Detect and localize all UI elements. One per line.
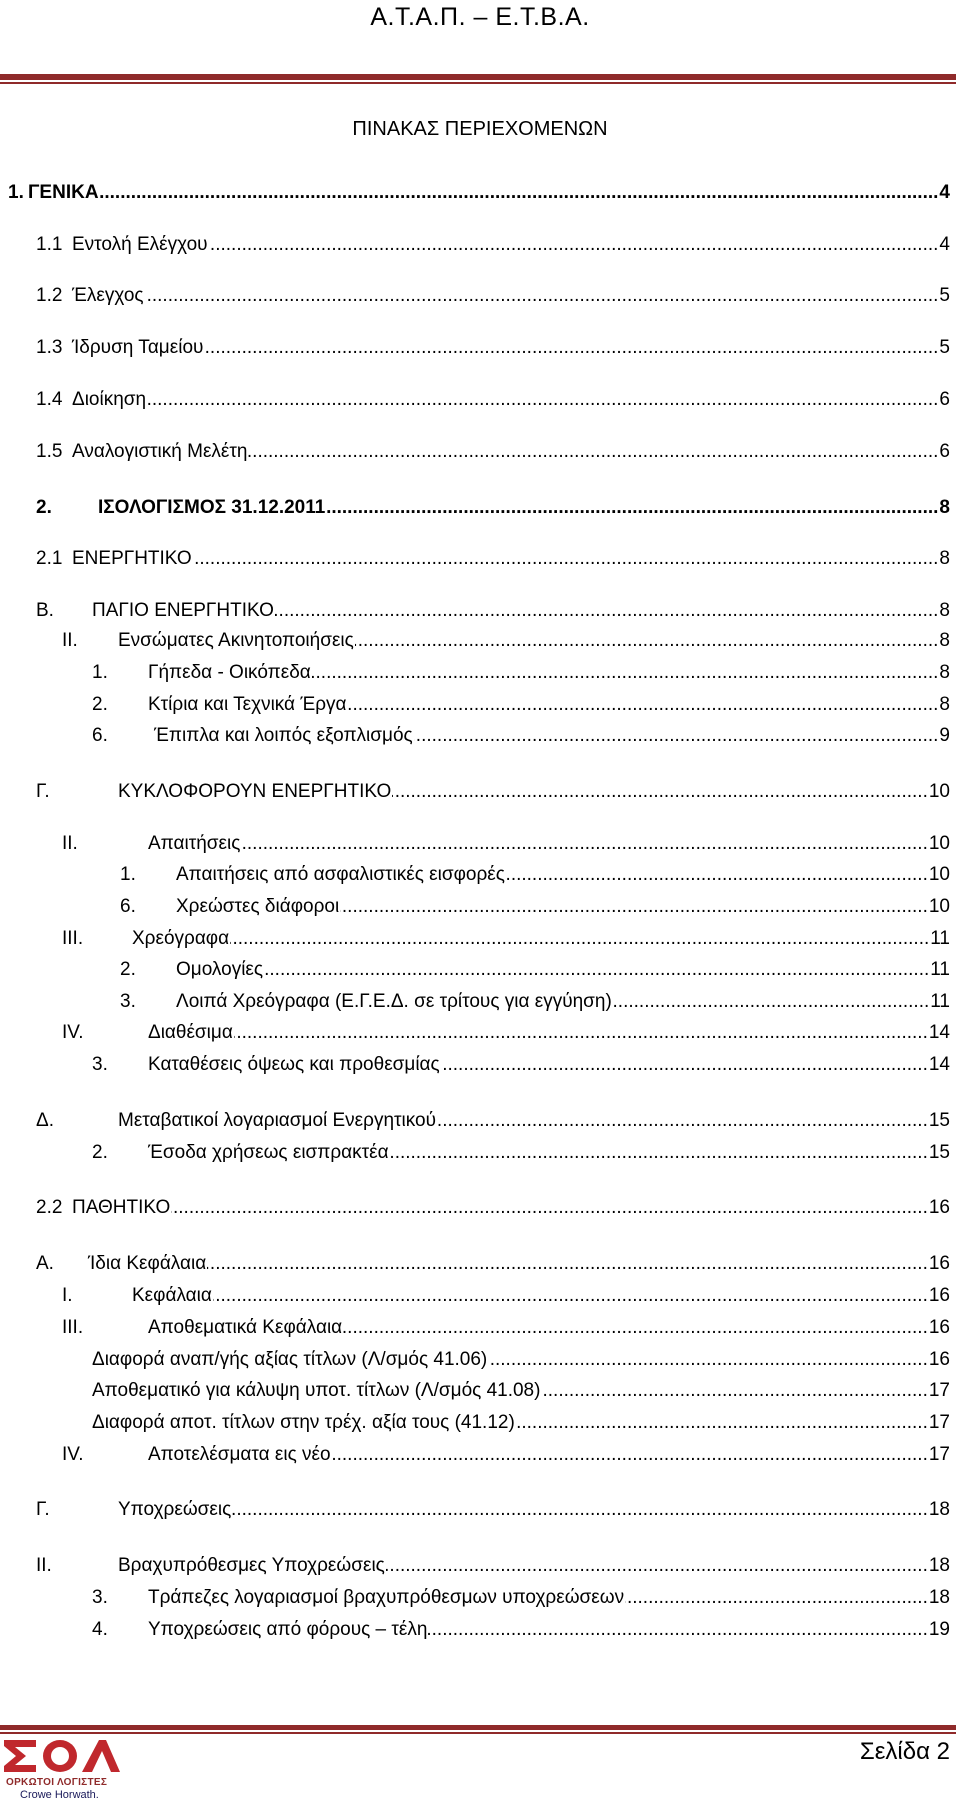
toc-entry-page: 8: [939, 694, 950, 715]
toc-entry-page: 10: [928, 833, 950, 854]
toc-entry-title: Καταθέσεις όψεως και προθεσμίας: [148, 1054, 440, 1075]
toc-leader-dots: [348, 692, 939, 718]
toc-entry-number: Γ.: [36, 781, 50, 802]
toc-entry[interactable]: [0, 1585, 950, 1611]
toc-entry-title: Ομολογίες: [176, 959, 264, 980]
toc-leader-dots: [248, 439, 938, 465]
toc-leader-dots: [204, 335, 938, 361]
toc-entry[interactable]: [0, 1410, 950, 1436]
toc-entry[interactable]: [0, 1553, 950, 1579]
toc-leader-dots: [232, 1497, 928, 1523]
header-title: Α.Τ.Α.Π. – Ε.Τ.Β.Α.: [370, 3, 590, 31]
toc-entry-page: 6: [939, 441, 950, 462]
toc-entry-page: 17: [928, 1412, 950, 1433]
toc-entry[interactable]: [0, 387, 950, 413]
toc-leader-dots: [355, 628, 939, 654]
toc-entry-page: 6: [939, 389, 950, 410]
toc-entry[interactable]: [0, 831, 950, 857]
toc-leader-dots: [213, 1283, 928, 1309]
toc-entry[interactable]: [0, 1347, 950, 1373]
toc-entry-page: 8: [939, 662, 950, 683]
toc-entry-title: Διαφορά αποτ. τίτλων στην τρέχ. αξία τους (41.12): [92, 1412, 515, 1433]
toc-leader-dots: [340, 894, 928, 920]
toc-leader-dots: [147, 387, 938, 413]
toc-entry-page: 16: [928, 1253, 950, 1274]
toc-entry-page: 18: [928, 1499, 950, 1520]
toc-leader-dots: [390, 1140, 928, 1166]
toc-entry-number: ΙΙΙ.: [62, 928, 84, 949]
toc-entry-number: Δ.: [36, 1110, 54, 1131]
toc-entry-title: Εντολή Ελέγχου: [72, 234, 208, 255]
toc-entry[interactable]: [0, 723, 950, 749]
toc-entry-page: 10: [928, 864, 950, 885]
toc-leader-dots: [207, 1251, 928, 1277]
toc-leader-dots: [343, 1315, 928, 1341]
toc-leader-dots: [441, 1052, 928, 1078]
toc-leader-dots: [100, 180, 939, 206]
toc-entry[interactable]: [0, 894, 950, 920]
toc-entry-page: 5: [939, 285, 950, 306]
toc-entry[interactable]: [0, 692, 950, 718]
toc-leader-dots: [414, 723, 939, 749]
toc-entry[interactable]: [0, 1315, 950, 1341]
toc-entry-page: 17: [928, 1380, 950, 1401]
toc-entry[interactable]: [0, 598, 950, 624]
toc-entry[interactable]: [0, 779, 950, 805]
toc-entry-page: 11: [930, 959, 950, 980]
toc-entry-number: 1.5: [36, 441, 63, 462]
toc-entry-page: 16: [928, 1349, 950, 1370]
toc-entry-number: 2.: [36, 497, 52, 518]
toc-entry-page: 14: [928, 1054, 950, 1075]
toc-entry-title: ΓΕΝΙΚΑ: [28, 182, 99, 203]
toc-entry-page: 10: [928, 781, 950, 802]
toc-leader-dots: [428, 1617, 927, 1643]
toc-entry[interactable]: [0, 862, 950, 888]
toc-entry-number: Β.: [36, 600, 54, 621]
toc-entry-title: Απαιτήσεις από ασφαλιστικές εισφορές: [176, 864, 505, 885]
toc-entry-number: 3.: [120, 991, 136, 1012]
toc-entry-page: 8: [939, 497, 950, 518]
toc-entry-page: 5: [939, 337, 950, 358]
toc-entry-number: 1.: [120, 864, 136, 885]
toc-entry-title: ΠΑΘΗΤΙΚΟ: [72, 1197, 171, 1218]
toc-leader-dots: [386, 1553, 928, 1579]
toc-entry-title: Λοιπά Χρεόγραφα (Ε.Γ.Ε.Δ. σε τρίτους για εγγύηση): [176, 991, 612, 1012]
toc-entry-page: 11: [930, 991, 950, 1012]
toc-entry-page: 8: [939, 548, 950, 569]
toc-entry-title: Υποχρεώσεις: [118, 1499, 232, 1520]
toc-entry-title: Κτίρια και Τεχνικά Έργα: [148, 694, 347, 715]
toc-entry-title: Μεταβατικοί λογαριασμοί Ενεργητικού: [118, 1110, 436, 1131]
toc-entry-page: 4: [939, 234, 950, 255]
toc-entry[interactable]: [0, 1020, 950, 1046]
toc-entry[interactable]: [0, 1442, 950, 1468]
toc-entry-page: 4: [939, 182, 950, 203]
toc-entry[interactable]: [0, 1617, 950, 1643]
toc-entry[interactable]: [0, 1378, 950, 1404]
toc-entry-number: ΙΙ.: [62, 833, 78, 854]
toc-entry-title: Ενσώματες Ακινητοποιήσεις: [118, 630, 354, 651]
toc-entry-page: 16: [928, 1285, 950, 1306]
toc-leader-dots: [541, 1378, 927, 1404]
toc-entry-number: IV.: [62, 1444, 84, 1465]
toc-leader-dots: [326, 495, 938, 521]
toc-entry-number: 2.: [120, 959, 136, 980]
toc-entry-title: Έσοδα χρήσεως εισπρακτέα: [148, 1142, 389, 1163]
toc-entry-title: Αποθεματικό για κάλυψη υποτ. τίτλων (Λ/σμός 41.08): [92, 1380, 541, 1401]
toc-entry-page: 14: [928, 1022, 950, 1043]
toc-entry-number: Ι.: [62, 1285, 73, 1306]
toc-entry-title: Αποτελέσματα εις νέο: [148, 1444, 331, 1465]
toc-entry[interactable]: [0, 180, 950, 206]
toc-entry-page: 19: [928, 1619, 950, 1640]
toc-entry-title: Απαιτήσεις: [148, 833, 241, 854]
toc-leader-dots: [275, 598, 939, 624]
toc-entry-number: ΙΙΙ.: [62, 1317, 84, 1338]
toc-entry-number: 3.: [92, 1587, 108, 1608]
toc-leader-dots: [332, 1442, 928, 1468]
toc-leader-dots: [488, 1347, 928, 1373]
toc-entry[interactable]: [0, 439, 950, 465]
toc-entry-number: 3.: [92, 1054, 108, 1075]
toc-entry-number: Γ.: [36, 1499, 50, 1520]
toc-leader-dots: [625, 1585, 928, 1611]
toc-entry-title: ΙΣΟΛΟΓΙΣΜΟΣ 31.12.2011: [98, 497, 326, 518]
toc-entry-number: 1.: [8, 182, 24, 203]
toc-entry-page: 15: [928, 1110, 950, 1131]
toc-entry-title: ΕΝΕΡΓΗΤΙΚΟ: [72, 548, 192, 569]
toc-entry-page: 9: [939, 725, 950, 746]
toc-entry-title: Γήπεδα - Οικόπεδα: [148, 662, 311, 683]
toc-entry-number: 1.1: [36, 234, 63, 255]
footer-rule: [0, 1725, 956, 1734]
toc-entry-title: Έλεγχος: [72, 285, 144, 306]
toc-entry-page: 16: [928, 1197, 950, 1218]
toc-leader-dots: [613, 989, 929, 1015]
toc-entry-title: Διοίκηση: [72, 389, 147, 410]
toc-leader-dots: [145, 283, 939, 309]
toc-entry-title: Ίδια Κεφάλαια: [88, 1253, 207, 1274]
toc-entry-title: Βραχυπρόθεσμες Υποχρεώσεις: [118, 1555, 385, 1576]
toc-entry-number: 4.: [92, 1619, 108, 1640]
toc-entry-page: 10: [928, 896, 950, 917]
toc-entry-number: IV.: [62, 1022, 84, 1043]
toc-entry-number: 2.: [92, 1142, 108, 1163]
toc-entry-page: 16: [928, 1317, 950, 1338]
toc-entry-title: Χρεώστες διάφοροι: [176, 896, 340, 917]
toc-entry[interactable]: [0, 957, 950, 983]
toc-entry-title: Διαφορά αναπ/γής αξίας τίτλων (Λ/σμός 41.06): [92, 1349, 488, 1370]
toc-entry-number: 6.: [92, 725, 108, 746]
toc-entry-title: Κεφάλαια: [132, 1285, 212, 1306]
toc-entry[interactable]: [0, 1497, 950, 1523]
toc-entry-number: 1.: [92, 662, 108, 683]
toc-entry-title: ΠΑΓΙΟ ΕΝΕΡΓΗΤΙΚΟ: [92, 600, 274, 621]
toc-entry-title: Τράπεζες λογαριασμοί βραχυπρόθεσμων υποχρεώσεων: [148, 1587, 625, 1608]
toc-entry-number: ΙΙ.: [62, 630, 78, 651]
toc-entry[interactable]: [0, 232, 950, 258]
toc-entry-number: 1.2: [36, 285, 63, 306]
toc-entry[interactable]: [0, 1251, 950, 1277]
toc-entry-title: Αναλογιστική Μελέτη: [72, 441, 248, 462]
sol-crowe-horwath-logo: [2, 1736, 122, 1802]
toc-entry[interactable]: [0, 1283, 950, 1309]
toc-entry[interactable]: [0, 495, 950, 521]
sol-logo-mark: [2, 1736, 122, 1776]
toc-leader-dots: [193, 546, 939, 572]
toc-leader-dots: [516, 1410, 928, 1436]
toc-entry-number: 2.2: [36, 1197, 63, 1218]
toc-entry[interactable]: [0, 1195, 950, 1221]
toc-entry-title: Χρεόγραφα: [132, 928, 230, 949]
toc-entry-number: ΙΙ.: [36, 1555, 52, 1576]
toc-entry[interactable]: [0, 546, 950, 572]
toc-entry[interactable]: [0, 335, 950, 361]
toc-leader-dots: [234, 1020, 928, 1046]
toc-leader-dots: [171, 1195, 928, 1221]
toc-entry-page: 11: [930, 928, 950, 949]
toc-leader-dots: [312, 660, 939, 686]
toc-leader-dots: [264, 957, 929, 983]
toc-leader-dots: [209, 232, 939, 258]
toc-entry-title: Διαθέσιμα: [148, 1022, 233, 1043]
toc-entry-number: 2.1: [36, 548, 63, 569]
toc-entry[interactable]: [0, 926, 950, 952]
toc-leader-dots: [230, 926, 929, 952]
toc-entry[interactable]: [0, 628, 950, 654]
toc-title: ΠΙΝΑΚΑΣ ΠΕΡΙΕΧΟΜΕΝΩΝ: [352, 118, 608, 140]
toc-entry-page: 8: [939, 600, 950, 621]
toc-leader-dots: [437, 1108, 928, 1134]
toc-entry-number: 1.4: [36, 389, 63, 410]
toc-entry-page: 18: [928, 1587, 950, 1608]
logo-subtitle: ΟΡΚΩΤΟΙ ΛΟΓΙΣΤΕΣ: [6, 1777, 108, 1788]
header-rule: [0, 74, 956, 84]
toc-entry-title: Υποχρεώσεις από φόρους – τέλη: [148, 1619, 428, 1640]
page-number: Σελίδα 2: [859, 1738, 950, 1765]
toc-leader-dots: [506, 862, 928, 888]
toc-entry-page: 15: [928, 1142, 950, 1163]
toc-entry[interactable]: [0, 283, 950, 309]
toc-entry-title: Αποθεματικά Κεφάλαια: [148, 1317, 343, 1338]
logo-crowe-horwath: Crowe Horwath.: [20, 1789, 99, 1801]
toc-entry-number: 1.3: [36, 337, 63, 358]
toc-entry-title: Ίδρυση Ταμείου: [72, 337, 204, 358]
toc-entry-page: 18: [928, 1555, 950, 1576]
toc-entry[interactable]: [0, 1140, 950, 1166]
toc-leader-dots: [241, 831, 927, 857]
toc-entry[interactable]: [0, 1108, 950, 1134]
toc-entry-number: 2.: [92, 694, 108, 715]
toc-entry-title: Έπιπλα και λοιπός εξοπλισμός: [154, 725, 413, 746]
toc-entry[interactable]: [0, 1052, 950, 1078]
toc-leader-dots: [392, 779, 928, 805]
toc-entry-page: 8: [939, 630, 950, 651]
toc-entry-title: ΚΥΚΛΟΦΟΡΟΥΝ ΕΝΕΡΓΗΤΙΚΟ: [118, 781, 392, 802]
toc-entry-number: 6.: [120, 896, 136, 917]
toc-entry[interactable]: [0, 989, 950, 1015]
toc-entry-number: Α.: [36, 1253, 54, 1274]
toc-entry[interactable]: [0, 660, 950, 686]
toc-entry-page: 17: [928, 1444, 950, 1465]
